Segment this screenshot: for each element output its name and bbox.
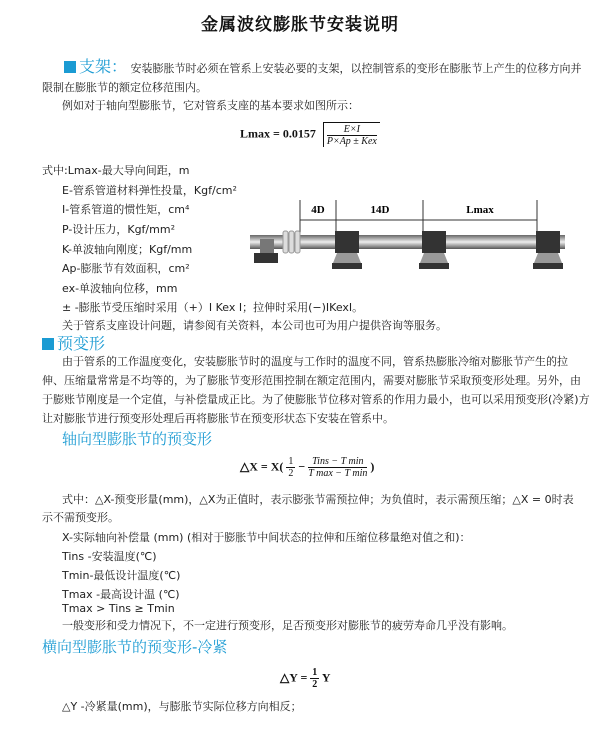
half-denominator: 2 [288, 468, 294, 479]
square-bullet-icon [64, 61, 76, 73]
half-numerator: 1 [288, 456, 294, 467]
lmax-formula [240, 122, 380, 147]
formula-lhs: △Y = [280, 670, 311, 685]
dim-label-14d: 14D [370, 204, 390, 216]
definition: ex-单波轴向位移，mm [62, 282, 178, 295]
dim-label-lmax: Lmax [466, 204, 494, 216]
dim-label-4d: 4D [311, 204, 325, 216]
square-bullet-icon [42, 338, 54, 350]
formula-numerator: Tins − T min [308, 456, 367, 468]
predeform-paragraph: 让对膨胀节进行预变形处理后再将膨胀节在预变形状态下安装在管系中。 [42, 412, 394, 425]
definition: P-设计压力，Kgf/mm² [62, 223, 175, 236]
axial-line: 示不需预变形。 [42, 511, 119, 524]
predeform-paragraph: 于膨账节刚度是一个定值，与补偿量成正比。为了使膨胀节位移对管系的作用力最小，也可以采用预变形(冷紧)方 [42, 393, 590, 406]
half-denominator: 2 [312, 679, 318, 690]
minus-sign: − [298, 459, 306, 474]
predeform-heading: 预变形 [42, 334, 105, 354]
support-example: 例如对于轴向型膨胀节，它对管系支座的基本要求如图所示： [62, 99, 359, 112]
formula-denominator: T max − T min [308, 468, 368, 479]
lateral-heading: 横向型膨胀节的预变形-冷紧 [42, 638, 228, 656]
definition: I-管系管道的惯性矩，cm⁴ [62, 203, 190, 216]
axial-line: 式中：△X-预变形量(mm)，△X为正值时，表示膨张节需预拉伸；为负值时，表示需预压缩；△X = 0时表 [62, 493, 574, 506]
support-section [64, 57, 582, 77]
support-heading: 支架： [64, 57, 127, 76]
bellows [283, 231, 300, 253]
formula-close: ) [370, 459, 375, 474]
support-intro: 安装膨胀节时必须在管系上安装必要的支架，以控制管系的变形在膨胀节上产生的位移方向并 [130, 62, 582, 75]
axial-formula [240, 456, 374, 479]
formula-rhs: Y [321, 670, 331, 685]
predeform-paragraph: 伸、压缩量常常是不均等的，为了膨胀节变形范围控制在额定范围内，需要对膨胀节采取预变形处理。另外，由 [42, 374, 581, 387]
lateral-note: △Y -冷紧量(mm)，与膨胀节实际位移方向相反； [62, 700, 302, 713]
half-numerator: 1 [312, 667, 318, 678]
axial-line: Tmin-最低设计温度(℃) [62, 569, 181, 582]
definition: E-管系管道材料弹性投量，Kgf/cm² [62, 184, 237, 197]
page-title: 金属波纹膨胀节安装说明 [201, 15, 399, 35]
sqrt-sign [323, 122, 380, 147]
axial-heading: 轴向型膨胀节的预变形 [62, 430, 213, 448]
definition: K-单波轴向刚度；Kgf/mm [62, 243, 193, 256]
axial-line: Tins -安装温度(℃) [62, 550, 157, 563]
predeform-paragraph: 由于管系的工作温度变化，安装膨胀节时的温度与工作时的温度不同，管系热膨胀冷缩对膨胀节产生的拉 [62, 355, 568, 368]
support-diagram [250, 195, 570, 280]
formula-denominator: P×Ap ± Kex [326, 136, 377, 147]
support-intro-cont: 限制在膨胀节的额定位移范围内。 [42, 81, 207, 94]
axial-line: 一般变形和受力情况下，不一定进行预变形，足否预变形对膨胀节的疲劳寿命几乎没有影响。 [62, 619, 513, 632]
axial-line: Tmax -最高设计温 (℃) [62, 588, 180, 601]
formula-numerator: E×I [327, 124, 377, 136]
formula-lhs: Lmax = 0.0157 [240, 126, 316, 141]
definition: Ap-膨胀节有效面积，cm² [62, 262, 190, 275]
lateral-formula [280, 667, 331, 690]
dimension-lines [300, 200, 537, 235]
formula-lhs: △X = X( [240, 459, 284, 474]
support-note: 关于管系支座设计问题，请参阅有关资料，本公司也可为用户提供咨询等服务。 [62, 319, 447, 332]
definition: 式中:Lmax-最大导向间距，m [42, 164, 190, 177]
definition: ± -膨胀节受压缩时采用（+）I Kex I；拉伸时采用(−)IKexI。 [62, 301, 364, 314]
axial-line: X-实际轴向补偿量 (mm) (相对于膨胀节中间状态的拉伸和压缩位移量绝对值之和)： [62, 531, 471, 544]
axial-line: Tmax > Tins ≥ Tmin [62, 602, 175, 615]
